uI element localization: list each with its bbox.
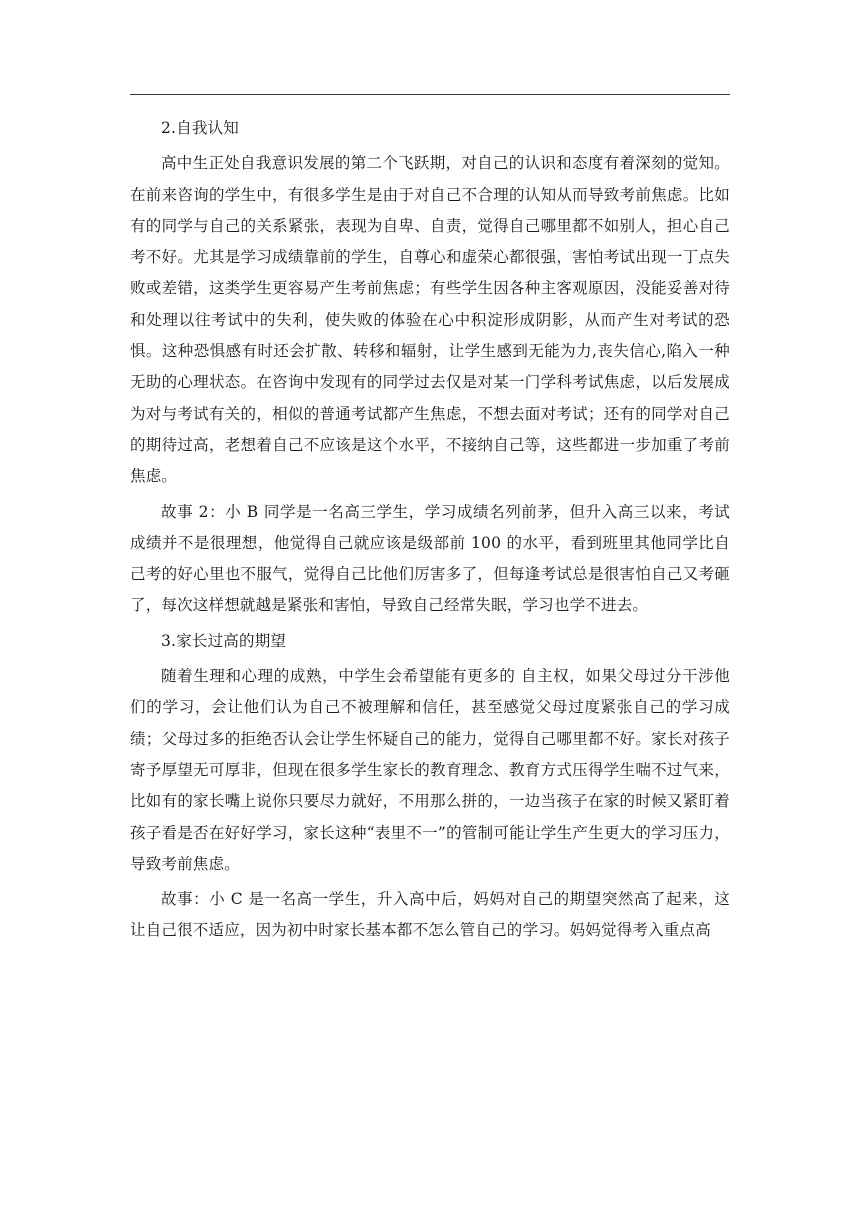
section-heading-self-cognition: 2.自我认知	[161, 119, 239, 137]
paragraph-story-2: 故事 2：小 B 同学是一名高三学生，学习成绩名列前茅，但升入高三以来，考试成绩并不是很理想，他觉得自己就应该是级部前 100 的水平，看到班里其他同学比自己考的好心里也不服气，觉得自己比他们厉害多了，但每逢考试总是很害怕自己又考砸了，每次这样想就越是紧张和害怕，导致自己经常失眠，学习也学不进去。	[130, 502, 730, 615]
document-body	[130, 113, 730, 947]
header-rule	[130, 94, 730, 95]
paragraph-parent-expectation: 随着生理和心理的成熟，中学生会希望能有更多的 自主权，如果父母过分干涉他们的学习，会让他们认为自己不被理解和信任，甚至感觉父母过度紧张自己的学习成 绩；父母过多的拒绝否认会让学生怀疑自己的能力，觉得自己哪里都不好。家长对孩子寄予厚望无可厚非，但现在很多学生家长的教育理念、教育方式压得学生喘不过气来，比如有的家长嘴上说你只要尽力就好，不用那么拼的，一边当孩子在家的时候又紧盯着孩子看是否在好好学习，家长这种“表里不一”的管制可能让学生产生更大的学习压力，导致考前焦虑。	[130, 667, 730, 873]
section-heading-parent-expectation: 3.家长过高的期望	[161, 631, 287, 650]
paragraph-story-3: 故事：小 C 是一名高一学生，升入高中后，妈妈对自己的期望突然高了起来，这让自己很不适应，因为初中时家长基本都不怎么管自己的学习。妈妈觉得考入重点高	[130, 890, 730, 940]
paragraph-self-cognition: 高中生正处自我意识发展的第二个飞跃期，对自己的认识和态度有着深刻的觉知。在前来咨询的学生中，有很多学生是由于对自己不合理的认知从而导致考前焦虑。比如有的同学与自己的关系紧张，表现为自卑、自责，觉得自己哪里都不如别人，担心自己考不好。尤其是学习成绩靠前的学生，自尊心和虚荣心都很强，害怕考试出现一丁点失败或差错，这类学生更容易产生考前焦虑；有些学生因各种主客观原因，没能妥善对待和处理以往考试中的失利，使失败的体验在心中积淀形成阴影，从而产生对考试的恐惧。这种恐惧感有时还会扩散、转移和辐射，让学生感到无能为力,丧失信心,陷入一种无助的心理状态。在咨询中发现有的同学过去仅是对某一门学科考试焦虑，以后发展成为对与考试有关的，相似的普通考试都产生焦虑，不想去面对考试；还有的同学对自己的期待过高，老想着自己不应该是这个水平，不接纳自己等，这些都进一步加重了考前焦虑。	[130, 154, 730, 486]
